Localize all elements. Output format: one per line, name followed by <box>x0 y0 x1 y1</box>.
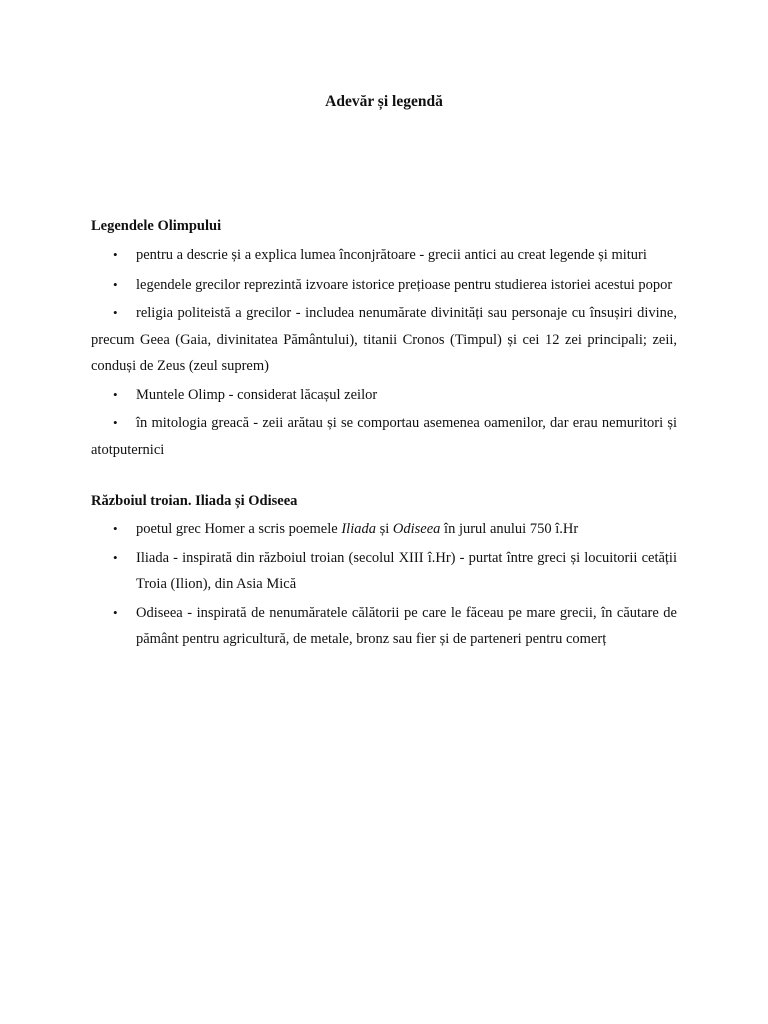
bullet-icon: • <box>113 305 118 320</box>
list-item-text-mid: și <box>375 521 393 537</box>
list-item <box>91 600 677 653</box>
poem-title-odiseea: Odiseea <box>392 521 441 537</box>
olympus-bullet-list <box>91 242 677 463</box>
list-item <box>91 242 677 269</box>
list-item-text-after: în jurul anului 750 î.Hr <box>440 521 579 537</box>
list-item <box>91 300 677 380</box>
bullet-icon: • <box>113 549 118 565</box>
list-item-text: în mitologia greacă - zeii arătau și se comportau asemenea oamenilor, dar erau nemuritori și atotputernici <box>91 415 677 458</box>
bullet-icon: • <box>113 247 118 262</box>
section-heading-olympus: Legendele Olimpului <box>91 218 222 234</box>
bullet-icon: • <box>113 521 118 536</box>
section-heading-trojan-war: Războiul troian. Iliada și Odiseea <box>91 493 298 509</box>
bullet-icon: • <box>113 415 118 430</box>
list-item <box>91 382 677 409</box>
bullet-icon: • <box>113 604 118 620</box>
list-item <box>91 410 677 463</box>
list-item-text: Muntele Olimp - considerat lăcașul zeilor <box>136 386 378 403</box>
page-title: Adevăr și legendă <box>325 93 443 110</box>
list-item-text: Odiseea - inspirată de nenumăratele călătorii pe care le făceau pe mare grecii, în căutare de pământ pentru agricultură, de metale, bronz sau fier și de parteneri pentru comerț <box>136 604 677 647</box>
list-item-text: pentru a descrie și a explica lumea înconjrătoare - grecii antici au creat legende și mituri <box>136 247 647 263</box>
list-item-text-before: poetul grec Homer a scris poemele <box>136 521 342 537</box>
list-item-text: legendele grecilor reprezintă izvoare istorice prețioase pentru studierea istoriei acestui popor <box>136 276 673 293</box>
poem-title-iliada: Iliada <box>341 521 376 537</box>
list-item-text: Iliada - inspirată din războiul troian (secolul XIII î.Hr) - purtat între greci și locuitorii cetății Troia (Ilion), din Asia Mică <box>136 549 677 592</box>
bullet-icon: • <box>113 386 118 402</box>
list-item <box>91 272 677 299</box>
list-item <box>91 545 677 598</box>
list-item <box>91 516 677 543</box>
trojan-war-bullet-list <box>91 516 677 653</box>
bullet-icon: • <box>113 276 118 292</box>
list-item-text: religia politeistă a grecilor - includea nenumărate divinități sau personaje cu însușiri divine, precum Geea (Gaia, divinitatea Pământului), titanii Cronos (Timpul) și cei 12 zei principali; zeii, conduși de Zeus (zeul suprem) <box>91 305 677 374</box>
